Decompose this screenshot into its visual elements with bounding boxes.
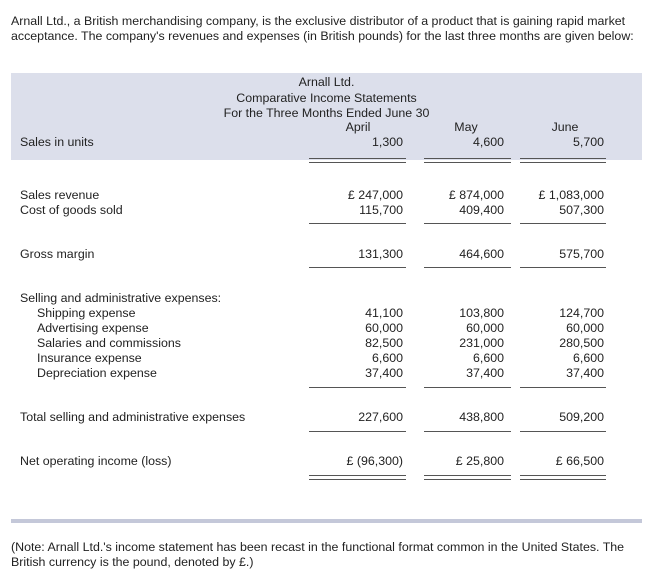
column-header-april: April <box>345 120 371 134</box>
rule <box>309 162 406 163</box>
total-sga-june: 509,200 <box>559 410 604 424</box>
gross-margin-april: 131,300 <box>358 247 403 261</box>
row-label-depreciation: Depreciation expense <box>37 366 157 380</box>
sales-units-june: 5,700 <box>572 135 604 149</box>
net-income-june: £ 66,500 <box>555 454 604 468</box>
column-header-june: June <box>551 120 579 134</box>
row-label-sales-units: Sales in units <box>20 135 94 149</box>
sales-units-may: 4,600 <box>472 135 504 149</box>
row-label-salaries: Salaries and commissions <box>37 336 181 350</box>
rule <box>424 162 511 163</box>
rule <box>520 162 606 163</box>
row-label-advertising: Advertising expense <box>37 321 149 335</box>
row-label-net-income: Net operating income (loss) <box>20 454 172 468</box>
cogs-june: 507,300 <box>559 203 604 217</box>
rule <box>309 431 406 432</box>
rule <box>424 475 511 476</box>
rule <box>520 267 606 268</box>
rule <box>309 223 406 224</box>
intro-paragraph: Arnall Ltd., a British merchandising company, is the exclusive distributor of a product that is gaining rapid market acceptance. The company's revenues and expenses (in British pounds) for the last three months are given below: <box>11 14 634 43</box>
rule <box>520 223 606 224</box>
rule <box>424 479 511 480</box>
salaries-april: 82,500 <box>365 336 403 350</box>
cogs-april: 115,700 <box>359 203 403 217</box>
salaries-may: 231,000 <box>459 336 504 350</box>
gross-margin-may: 464,600 <box>459 247 504 261</box>
rule <box>309 267 406 268</box>
income-statement-table <box>11 73 642 523</box>
rule <box>424 387 511 388</box>
footnote: (Note: Arnall Ltd.'s income statement has been recast in the functional format common in the United States. The British currency is the pound, denoted by £.) <box>11 540 625 569</box>
statement-period: For the Three Months Ended June 30 <box>223 106 430 120</box>
net-income-may: £ 25,800 <box>455 454 504 468</box>
rule <box>424 267 511 268</box>
rule <box>424 431 511 432</box>
rule <box>309 475 406 476</box>
insurance-april: 6,600 <box>371 351 403 365</box>
row-label-total-sga: Total selling and administrative expenses <box>20 410 246 424</box>
advertising-june: 60,000 <box>566 321 604 335</box>
rule <box>520 475 606 476</box>
total-sga-april: 227,600 <box>358 410 403 424</box>
gross-margin-june: 575,700 <box>559 247 604 261</box>
advertising-april: 60,000 <box>365 321 403 335</box>
rule <box>424 223 511 224</box>
rule <box>520 158 606 159</box>
row-label-sales-revenue: Sales revenue <box>20 188 100 202</box>
insurance-june: 6,600 <box>572 351 604 365</box>
row-label-insurance: Insurance expense <box>37 351 142 365</box>
shipping-june: 124,700 <box>559 306 604 320</box>
net-income-april: £ (96,300) <box>346 454 403 468</box>
depreciation-june: 37,400 <box>566 366 604 380</box>
advertising-may: 60,000 <box>466 321 504 335</box>
sales-revenue-may: £ 874,000 <box>448 188 504 202</box>
rule <box>424 158 511 159</box>
rule <box>520 479 606 480</box>
row-label-shipping: Shipping expense <box>37 306 136 320</box>
sga-heading: Selling and administrative expenses: <box>20 291 222 305</box>
row-label-cogs: Cost of goods sold <box>20 203 123 217</box>
total-sga-may: 438,800 <box>459 410 504 424</box>
sales-revenue-april: £ 247,000 <box>347 188 403 202</box>
rule <box>309 479 406 480</box>
rule <box>309 387 406 388</box>
company-name: Arnall Ltd. <box>298 75 355 89</box>
cogs-may: 409,400 <box>459 203 504 217</box>
rule <box>309 158 406 159</box>
statement-title: Comparative Income Statements <box>236 91 417 105</box>
sales-units-april: 1,300 <box>371 135 403 149</box>
insurance-may: 6,600 <box>472 351 504 365</box>
column-header-may: May <box>454 120 478 134</box>
shipping-april: 41,100 <box>365 306 403 320</box>
shipping-may: 103,800 <box>459 306 504 320</box>
depreciation-may: 37,400 <box>466 366 504 380</box>
sales-revenue-june: £ 1,083,000 <box>538 188 604 202</box>
depreciation-april: 37,400 <box>365 366 403 380</box>
salaries-june: 280,500 <box>559 336 604 350</box>
row-label-gross-margin: Gross margin <box>20 247 95 261</box>
rule <box>520 431 606 432</box>
rule <box>520 387 606 388</box>
